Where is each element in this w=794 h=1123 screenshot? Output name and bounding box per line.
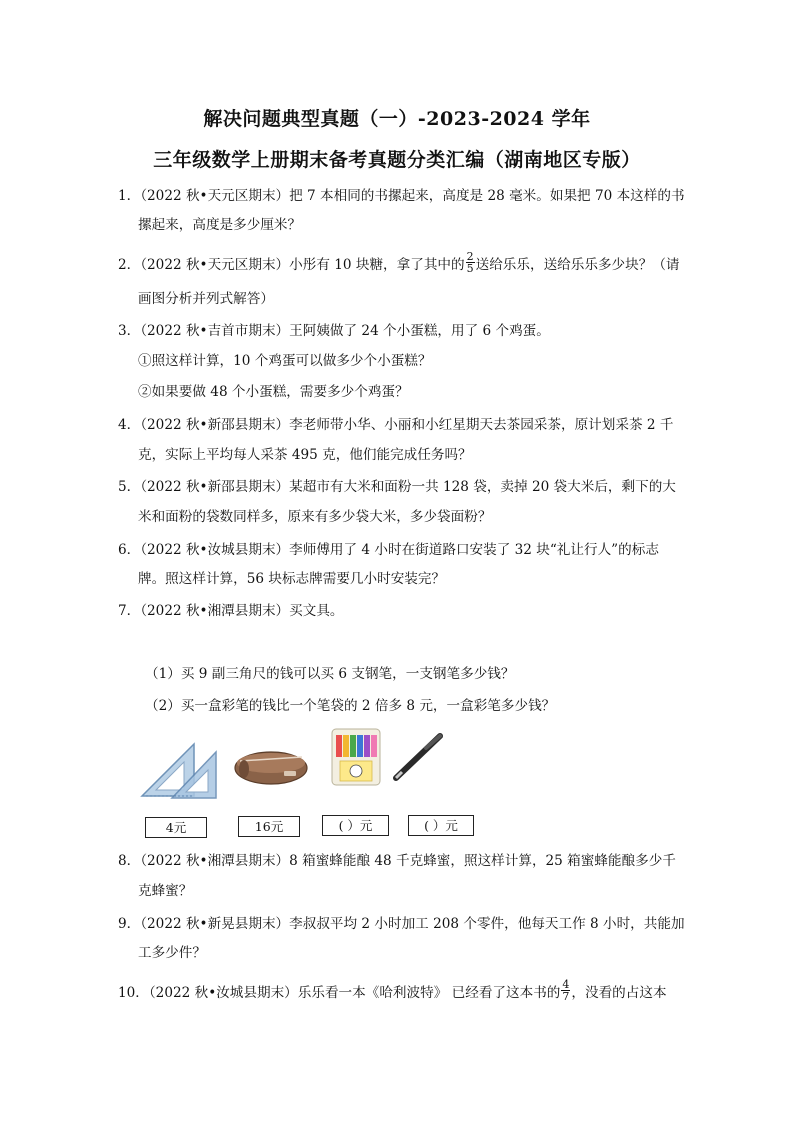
q10-fraction: [561, 979, 570, 1002]
q2-frac-num: 2: [466, 250, 474, 263]
q2-line2: 画图分析并列式解答）: [138, 291, 274, 307]
page-subtitle: 三年级数学上册期末备考真题分类汇编（湖南地区专版）: [153, 149, 641, 171]
q6-line2: 牌。照这样计算，56 块标志牌需要几小时安装完？: [138, 571, 446, 587]
q5-line1: 5．（2022 秋•新邵县期末）某超市有大米和面粉一共 128 袋，卖掉 20 袋大米后，剩下的大: [118, 479, 676, 495]
q3-line1: 3．（2022 秋•吉首市期末）王阿姨做了 24 个小蛋糕，用了 6 个鸡蛋。: [118, 323, 550, 339]
q10-frac-num: 4: [562, 978, 570, 991]
q4-line1: 4．（2022 秋•新邵县期末）李老师带小华、小丽和小红星期天去茶园采茶，原计划采茶 2 千: [118, 417, 674, 433]
q9-line2: 工多少件？: [138, 945, 206, 961]
q6-line1: 6．（2022 秋•汝城县期末）李师傅用了 4 小时在街道路口安装了 32 块“礼让行人”的标志: [118, 542, 659, 558]
q1-line1: 1．（2022 秋•天元区期末）把 7 本相同的书摞起来，高度是 28 毫米。如果把 70 本这样的书: [118, 188, 685, 204]
q10-text-a: 10．（2022 秋•汝城县期末）乐乐看一本《哈利波特》 已经看了这本书的: [118, 985, 561, 1001]
q10-frac-den: 7: [562, 990, 570, 1003]
q7-line1: 7．（2022 秋•湘潭县期末）买文具。: [118, 603, 344, 619]
color-pens-image: [330, 725, 382, 787]
q7-sub1: （1）买 9 副三角尺的钱可以买 6 支钢笔，一支钢笔多少钱？: [145, 666, 515, 682]
price-box-set-square: 4元: [145, 817, 207, 838]
q2-text-a: 2．（2022 秋•天元区期末）小彤有 10 块糖，拿了其中的: [118, 257, 465, 273]
q2-fraction: [466, 251, 475, 274]
q1-line2: 摞起来，高度是多少厘米？: [138, 217, 302, 233]
q3-sub2: ②如果要做 48 个小蛋糕，需要多少个鸡蛋？: [138, 384, 409, 400]
q8-line1: 8．（2022 秋•湘潭县期末）8 箱蜜蜂能酿 48 千克蜂蜜，照这样计算，25 箱蜜蜂能酿多少千: [118, 853, 676, 869]
page-title: 解决问题典型真题（一）-2023-2024 学年: [203, 108, 591, 130]
pencil-case-image: [232, 743, 310, 787]
price-box-pencil-case: 16元: [238, 816, 300, 837]
set-square-image: [138, 738, 218, 800]
q3-sub1: ①照这样计算，10 个鸡蛋可以做多少个小蛋糕？: [138, 353, 432, 369]
q2-line1: [118, 250, 680, 277]
q2-frac-den: 5: [466, 262, 474, 275]
q10-text-b: ，没看的占这本: [571, 985, 667, 1001]
q5-line2: 米和面粉的袋数同样多，原来有多少袋大米，多少袋面粉？: [138, 509, 492, 525]
price-box-color-pens[interactable]: ( ）元: [322, 815, 389, 836]
q2-text-b: 送给乐乐，送给乐乐多少块？（请: [475, 257, 680, 273]
q10-line1: [118, 978, 667, 1005]
q7-sub2: （2）买一盒彩笔的钱比一个笔袋的 2 倍多 8 元，一盒彩笔多少钱？: [145, 698, 556, 714]
fountain-pen-image: [392, 730, 446, 782]
q9-line1: 9．（2022 秋•新晃县期末）李叔叔平均 2 小时加工 208 个零件，他每天工作 8 小时，共能加: [118, 916, 685, 932]
price-box-fountain-pen[interactable]: ( ）元: [408, 815, 474, 836]
q4-line2: 克，实际上平均每人采茶 495 克，他们能完成任务吗？: [138, 447, 472, 463]
q8-line2: 克蜂蜜？: [138, 883, 193, 899]
